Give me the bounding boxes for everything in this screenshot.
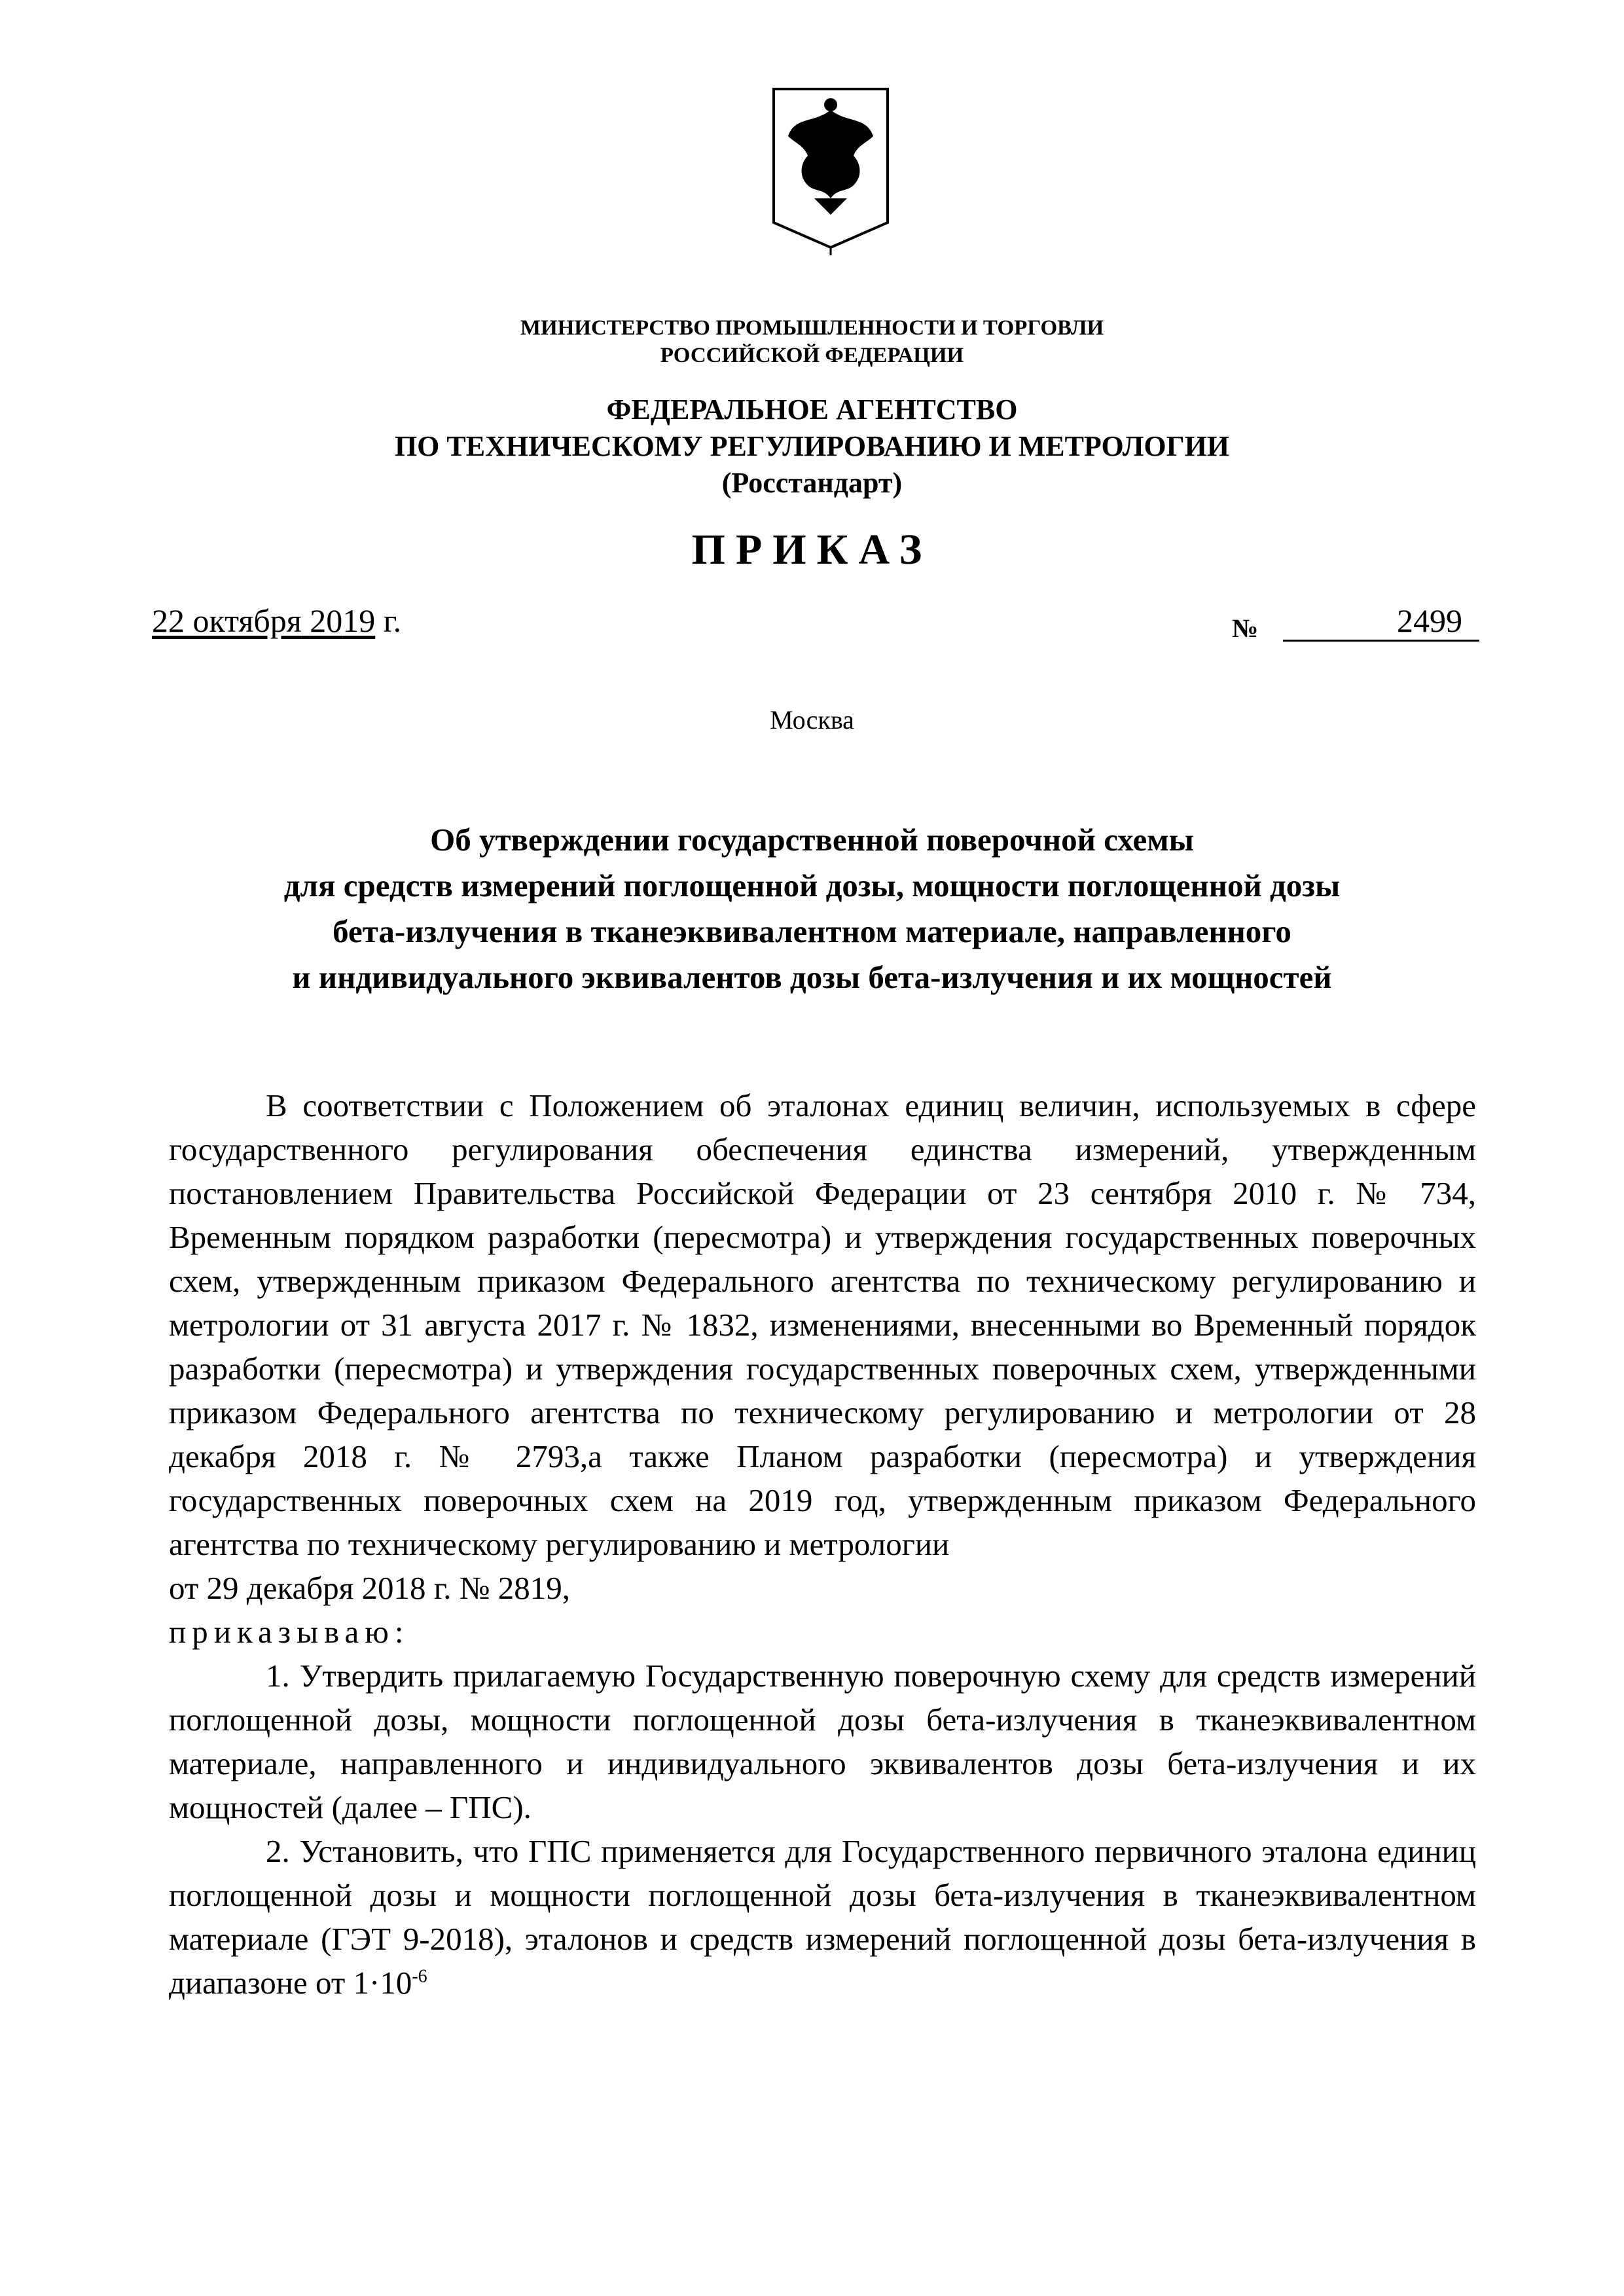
document-type: ПРИКАЗ <box>691 526 933 574</box>
number-label: № <box>1232 613 1259 643</box>
ministry-name <box>0 314 1624 369</box>
date-year-prefix: 20 <box>310 602 343 639</box>
item-1: 1. Утвердить прилагаемую Государственную поверочную схему для средств измерений поглощенной дозы, мощности поглощенной дозы бета-излучения в тканеэквивалентном материале, направленного и индивидуального эквивалентов дозы бета-излучения и их мощностей (далее – ГПС). <box>169 1658 1476 1825</box>
ministry-line-1: МИНИСТЕРСТВО ПРОМЫШЛЕННОСТИ И ТОРГОВЛИ <box>520 316 1104 340</box>
order-title <box>0 817 1624 1000</box>
item-2-exponent: -6 <box>412 1966 427 1987</box>
agency-line-2: ПО ТЕХНИЧЕСКОМУ РЕГУЛИРОВАНИЮ И МЕТРОЛОГИИ <box>394 430 1230 462</box>
order-body <box>169 1084 1476 2005</box>
preamble-end: от 29 декабря 2018 г. № 2819, <box>169 1570 571 1606</box>
date-month: октября <box>192 602 302 639</box>
agency-line-3: (Росстандарт) <box>721 467 903 499</box>
title-line-2: для средств измерений поглощенной дозы, мощности поглощенной дозы <box>283 867 1341 903</box>
order-date <box>152 601 401 640</box>
agency-line-1: ФЕДЕРАЛЬНОЕ АГЕНТСТВО <box>606 393 1018 426</box>
title-line-1: Об утверждении государственной поверочной схемы <box>430 822 1194 858</box>
date-day: 22 <box>152 602 185 639</box>
date-year-suffix: 19 <box>342 602 376 639</box>
coat-of-arms-emblem <box>768 84 893 255</box>
title-line-4: и индивидуального эквивалентов дозы бета-излучения и их мощностей <box>292 959 1332 995</box>
title-line-3: бета-излучения в тканеэквивалентном материале, направленного <box>333 913 1291 949</box>
date-unit: г. <box>383 602 402 639</box>
order-number: 2499 <box>1283 601 1479 642</box>
item-2-text: 2. Установить, что ГПС применяется для Государственного первичного эталона единиц поглощенной дозы и мощности поглощенной дозы бета-излучения в тканеэквивалентном материале (ГЭТ 9-2018), эталонов и средств измерений поглощенной дозы бета-излучения в диапазоне от 1·10 <box>169 1833 1476 2001</box>
preamble-paragraph: В соответствии с Положением об эталонах единиц величин, используемых в сфере государственного регулирования обеспечения единства измерений, утвержденным постановлением Правительства Российской Федерации от 23 сентября 2010 г. № 734, Временным порядком разработки (пересмотра) и утверждения государственных поверочных схем, утвержденным приказом Федерального агентства по техническому регулированию и метрологии от 31 августа 2017 г. № 1832, изменениями, внесенными во Временный порядок разработки (пересмотра) и утверждения государственных поверочных схем, утвержденными приказом Федерального агентства по техническому регулированию и метрологии от 28 декабря 2018 г. № 2793,а также Планом разработки (пересмотра) и утверждения государственных поверочных схем на 2019 год, утвержденным приказом Федерального агентства по техническому регулированию и метрологии <box>169 1087 1476 1562</box>
item-2 <box>169 1829 1476 2005</box>
order-word: приказываю: <box>169 1614 410 1650</box>
agency-name <box>0 392 1624 501</box>
city: Москва <box>770 705 854 735</box>
ministry-line-2: РОССИЙСКОЙ ФЕДЕРАЦИИ <box>660 344 964 367</box>
